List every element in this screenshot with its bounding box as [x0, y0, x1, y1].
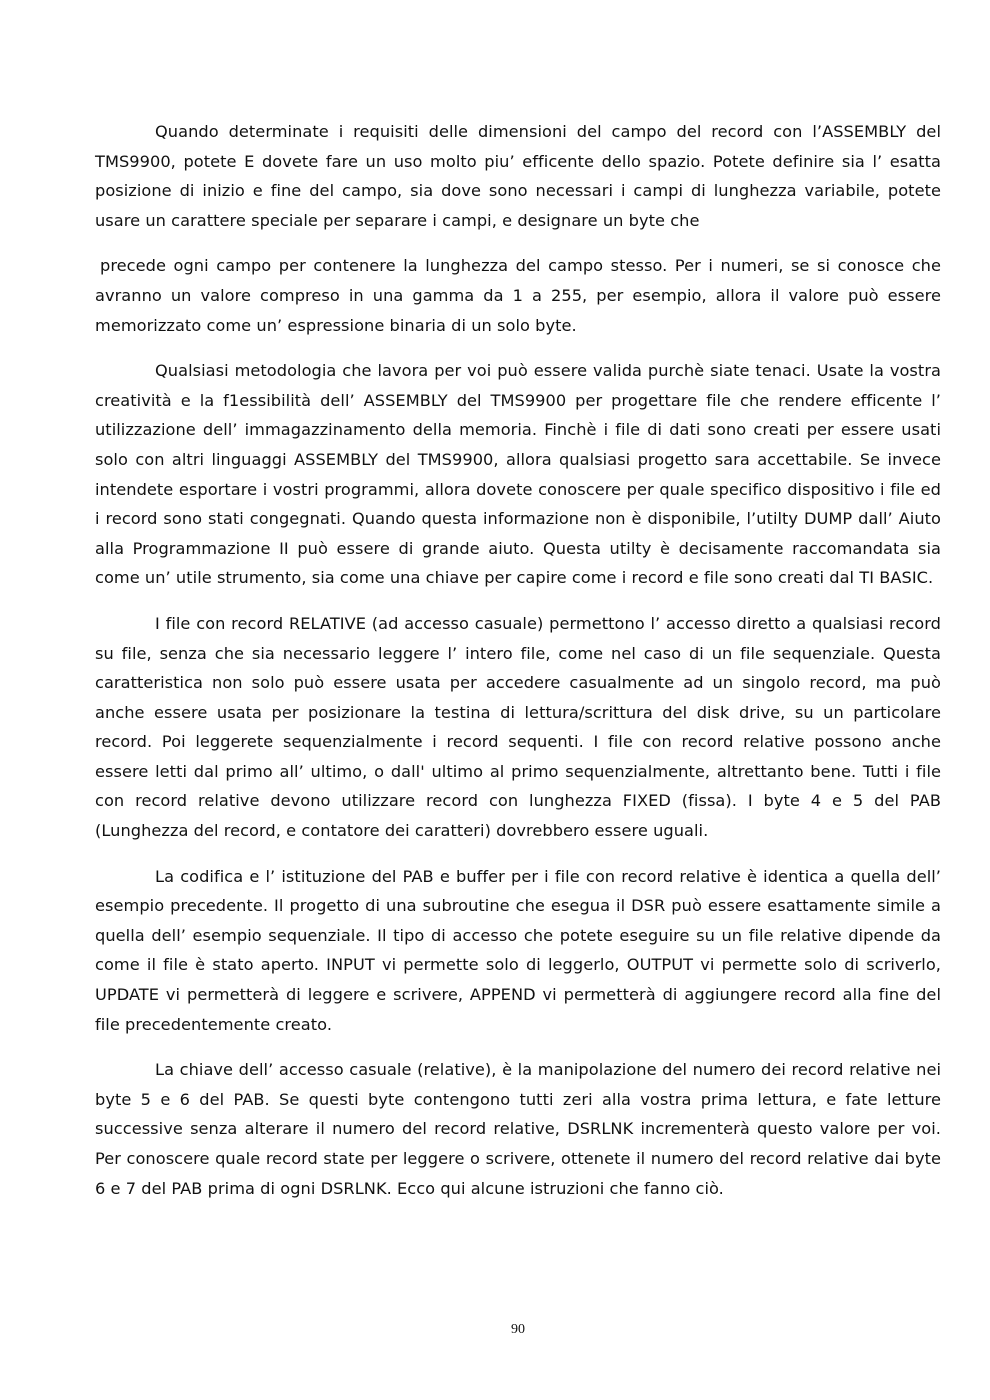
paragraph-length-byte-continuation: precede ogni campo per contenere la lunghezza del campo stesso. Per i numeri, se si conosce che avranno un valore compreso in una gamma da 1 a 255, per esempio, allora il valore può essere memorizzato come un’ espressione binaria di un solo byte. — [95, 256, 941, 335]
paragraph-pab-buffer-setup: La codifica e l’ istituzione del PAB e buffer per i file con record relative è identica a quella dell’ esempio precedente. Il progetto di una subroutine che esegua il DSR può essere esattamente simile a quella dell’ esempio sequenziale. Il tipo di accesso che potete eseguire su un file relative dipende da come il file è stato aperto. INPUT vi permette solo di leggerlo, OUTPUT vi permette solo di scriverlo, UPDATE vi permetterà di leggere e scrivere, APPEND vi permetterà di aggiungere record alla fine del file precedentemente creato. — [95, 866, 941, 1034]
paragraph-file-design-methodology: Qualsiasi metodologia che lavora per voi può essere valida purchè siate tenaci. Usate la vostra creatività e la f1essibilità dell’ ASSEMBLY del TMS9900 per progettare file che rendere efficente l’ utilizzazione dell’ immagazzinamento della memoria. Finchè i file di dati sono creati per essere usati solo con altri linguaggi ASSEMBLY del TMS9900, allora qualsiasi progetto sara accettabile. Se invece intendete esportare i vostri programmi, allora dovete conoscere per quale specifico dispositivo i file ed i record sono stati congegnati. Quando questa informazione non è disponibile, l’utilty DUMP dall’ Aiuto alla Programmazione II può essere di grande aiuto. Questa utilty è decisamente raccomandata sia come un’ utile strumento, sia come una chiave per capire come i record e file sono creati dal TI BASIC. — [95, 361, 941, 588]
document-body — [95, 117, 941, 1203]
page-number: 90 — [511, 1322, 525, 1337]
paragraph-relative-record-files: I file con record RELATIVE (ad accesso casuale) permettono l’ accesso diretto a qualsiasi record su file, senza che sia necessario leggere l’ intero file, come nel caso di un file sequenziale. Questa caratteristica non solo può essere usata per accedere casualmente ad un singolo record, ma può anche essere usata per posizionare la testina di lettura/scrittura del disk drive, su un particolare record. Poi leggerete sequenzialmente i record sequenti. I file con record relative possono anche essere letti dal primo all’ ultimo, o dall' ultimo al primo sequenzialmente, altrettanto bene. Tutti i file con record relative devono utilizzare record con lunghezza FIXED (fissa). I byte 4 e 5 del PAB (Lunghezza del record, e contatore dei caratteri) dovrebbero essere uguali. — [95, 613, 941, 841]
paragraph-random-access-key: La chiave dell’ accesso casuale (relative), è la manipolazione del numero dei record relative nei byte 5 e 6 del PAB. Se questi byte contengono tutti zeri alla vostra prima lettura, e fate letture successive senza alterare il numero del record relative, DSRLNK incrementerà questo valore per voi. Per conoscere quale record state per leggere o scrivere, ottenete il numero del record relative dai byte 6 e 7 del PAB prima di ogni DSRLNK. Ecco qui alcune istruzioni che fanno ciò. — [95, 1060, 941, 1198]
paragraph-field-size-requirements: Quando determinate i requisiti delle dimensioni del campo del record con l’ASSEMBLY del TMS9900, potete E dovete fare un uso molto piu’ efficente dello spazio. Potete definire sia l’ esatta posizione di inizio e fine del campo, sia dove sono necessari i campi di lunghezza variabile, potete usare un carattere speciale per separare i campi, e designare un byte che — [95, 122, 941, 230]
